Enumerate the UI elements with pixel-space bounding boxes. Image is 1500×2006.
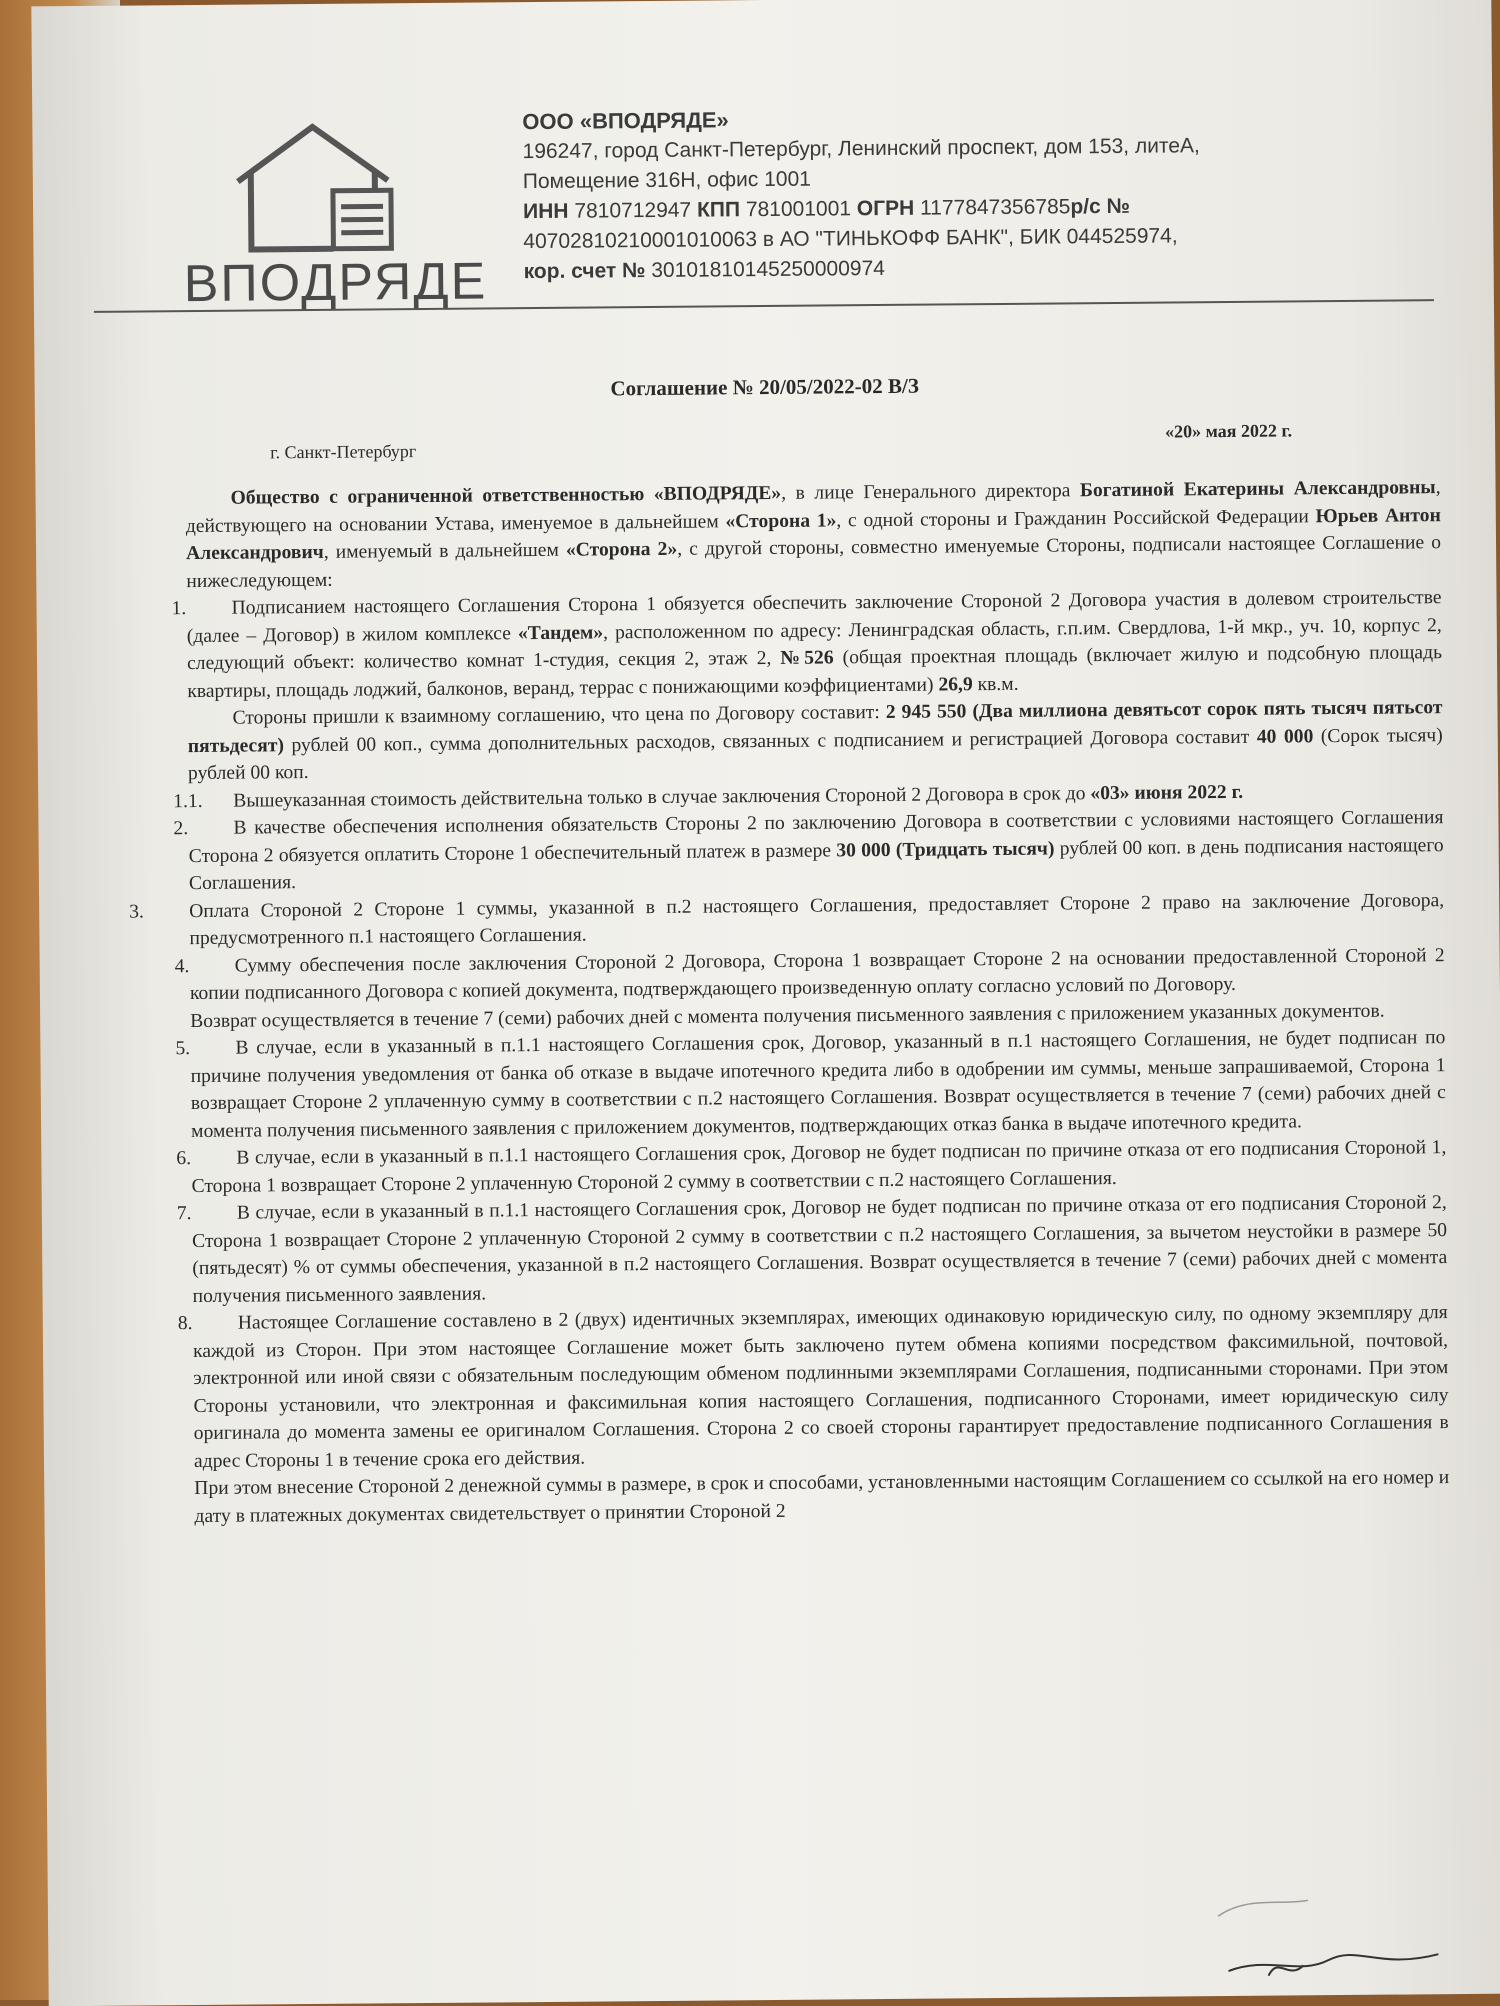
clause-text: кв.м. [973, 673, 1019, 694]
bank-line: 40702810210001010063 в АО "ТИНЬКОФФ БАНК", БИК 044525974, [523, 219, 1423, 257]
deadline-date: «03» июня 2022 г. [1090, 781, 1243, 803]
clause-text: Оплата Стороной 2 Стороне 1 суммы, указанной в п.2 настоящего Соглашения, предоставляет Стороне 2 право на заключение Договора, предусмотренного п.1 настоящего Соглашения. [189, 890, 1444, 949]
company-address-line2: Помещение 316Н, офис 1001 [523, 159, 1423, 197]
clause-text: Возврат осуществляется в течение 7 (семи) рабочих дней с момента получения письменного заявления с приложением указанных документов. [190, 1000, 1385, 1031]
clause-text: рублей 00 коп. в день подписания настоящего Соглашения. [189, 835, 1444, 894]
company-logo [182, 117, 484, 320]
clause-text: Вышеуказанная стоимость действительна только в случае заключения Стороной 2 Договора в срок до [233, 783, 1090, 811]
company-name: ООО «ВПОДРЯДЕ» [522, 99, 1422, 137]
company-address-line1: 196247, город Санкт-Петербург, Ленинский проспект, дом 153, литеА, [522, 129, 1422, 167]
director-name: Богатиной Екатерины Александровны [1080, 477, 1436, 501]
clause-text: В случае, если в указанный в п.1.1 настоящего Соглашения срок, Договор, указанный в п.1 настоящего Соглашения, не будет подписан по причине получения уведомления от банка об отказе в выдаче ипотечного кредита либо в одобрении им суммы, меньше запрашиваемой, Сторона 1 возвращает Стороне 2 уплаченную сумму в соответствии с п.2 настоящего Соглашения. Возврат осуществляется в течение 7 (семи) рабочих дней с момента получения письменного заявления с приложением документов, подтверждающих отказ банка в выдаче ипотечного кредита. [191, 1027, 1446, 1141]
document-title: Соглашение № 20/05/2022-02 В/З [35, 369, 1495, 407]
house-logo-icon [222, 118, 403, 260]
clause-text: При этом внесение Стороной 2 денежной суммы в размере, в срок и способами, установленными настоящим Соглашением со ссылкой на его номер и дату в платежных документах свидетельствует о принятии Стороной 2 [194, 1467, 1449, 1526]
clause-text: В случае, если в указанный в п.1.1 настоящего Соглашения срок, Договор не будет подписан по причине отказа от его подписания Стороной 1, Сторона 1 возвращает Стороне 2 уплаченную Стороной 2 сумму в соответствии с п.2 настоящего Соглашения. [192, 1137, 1447, 1196]
kpp-value: 781001001 [746, 197, 851, 221]
document-date: «20» мая 2022 г. [1165, 420, 1292, 442]
intro-text: , действующего на основании Устава, именуемое в дальнейшем [186, 477, 1441, 536]
intro-text: , именуемый в дальнейшем [324, 540, 566, 563]
inn-value: 7810712947 [574, 199, 691, 223]
ks-label: кор. счет № [524, 259, 646, 283]
clause-number: 4. [130, 953, 180, 981]
document-city: г. Санкт-Петербург [270, 441, 416, 463]
company-details [522, 99, 1424, 287]
clause-number: 1.1. [128, 788, 178, 816]
clause-7 [192, 1189, 1448, 1310]
complex-name: «Тандем» [518, 622, 603, 644]
intro-paragraph [185, 474, 1441, 595]
clause-number: 3. [129, 898, 179, 926]
clause-text: рублей 00 коп., сумма дополнительных расходов, связанных с подписанием и регистрацией Договора составит [284, 726, 1257, 755]
clause-8 [193, 1299, 1449, 1475]
kpp-label: КПП [697, 198, 740, 221]
clause-text: В качестве обеспечения исполнения обязательств Стороны 2 по заключению Договора в соответствии с условиями настоящего Соглашения Сторона 2 обязуется оплатить Стороне 1 обеспечительный платеж в размере [189, 807, 1444, 866]
rs-label: р/с № [1070, 195, 1130, 219]
extra-costs: 40 000 [1257, 726, 1314, 747]
side2-label: «Сторона 2» [566, 539, 677, 561]
clause-number: 6. [131, 1145, 181, 1173]
letterhead [112, 89, 1434, 321]
clause-1-price [187, 694, 1443, 787]
clause-text: В случае, если в указанный в п.1.1 настоящего Соглашения срок, Договор не будет подписан по причине отказа от его подписания Стороной 2, Сторона 1 возвращает Стороне 2 уплаченную Стороной 2 сумму в соответствии с п.2 настоящего Соглашения, за вычетом неустойки в размере 50 (пятьдесят) % от суммы обеспечения, указанной в п.2 настоящего Соглашения. Возврат осуществляется в течение 7 (семи) рабочих дней с момента получения письменного заявления. [192, 1192, 1447, 1306]
clause-text: (общая проектная площадь (включает жилую и подсобную площадь квартиры, площадь лоджий, балконов, веранд, террас с понижающими коэффициентами) [187, 642, 1442, 701]
clause-number: 2. [128, 815, 178, 843]
intro-text: , с одной стороны и Гражданин Российской Федерации [836, 506, 1315, 531]
clause-text: Стороны пришли к взаимному соглашению, что цена по Договору составит: [232, 702, 885, 729]
clause-8-continuation [194, 1464, 1449, 1530]
inn-label: ИНН [523, 200, 569, 223]
apartment-area: 26,9 [938, 674, 972, 695]
clause-number: 7. [132, 1200, 182, 1228]
party2-name: Юрьев Антон Александрович [186, 505, 1441, 564]
clause-text: Настоящее Соглашение составлено в 2 (двух) идентичных экземплярах, имеющих одинаковую юридическую силу, по одному экземпляру для каждой из Сторон. При этом настоящее Соглашение может быть заключено путем обмена копиями посредством факсимильной, почтовой, электронной или иной связи с обязательным последующим обменом подлинными экземплярами Соглашения, подписанными сторонами. При этом Стороны установили, что электронная и факсимильная копия настоящего Соглашения, подписанного Сторонами, имеет юридическую силу оригинала до момента замены ее оригиналом Соглашения. Сторона 2 со своей стороны гарантирует предоставление подписанного Соглашения в адрес Стороны 1 в течение срока его действия. [193, 1302, 1449, 1471]
agreement-body [185, 474, 1449, 1530]
ogrn-value: 1177847356785 [920, 195, 1070, 219]
security-deposit: 30 000 (Тридцать тысяч) [836, 838, 1054, 861]
ogrn-label: ОГРН [857, 197, 915, 221]
clause-text: (Сорок тысяч) рублей 00 коп. [188, 725, 1443, 784]
clause-number: 8. [133, 1310, 183, 1338]
clause-number: 5. [130, 1035, 180, 1063]
clause-1 [186, 584, 1442, 705]
party1-name: Общество с ограниченной ответственностью «ВПОДРЯДЕ» [231, 483, 782, 509]
logo-text: ВПОДРЯДЕ [183, 251, 484, 314]
clause-text: Подписанием настоящего Соглашения Сторона 1 обязуется обеспечить заключение Стороной 2 Договора участия в долевом строительстве (далее – Договор) в жилом комплексе [187, 587, 1442, 646]
clause-5 [190, 1024, 1446, 1145]
clause-number: 1. [126, 595, 176, 623]
side1-label: «Сторона 1» [725, 510, 836, 532]
contract-price: 2 945 550 (Два миллиона девятьсот сорок пять тысяч пятьсот пятьдесят) [188, 697, 1443, 756]
clause-text: , расположенном по адресу: Ленинградская область, г.п.им. Свердлова, 1-й мкр., уч. 10, корпус 2, следующий объект: количество комнат 1-студия, секция 2, этаж 2, [187, 615, 1442, 674]
document-sheet [31, 0, 1500, 2006]
signature-icon [1208, 1874, 1449, 1986]
intro-text: , с другой стороны, совместно именуемые Стороны, подписали настоящее Соглашение о нижеследующем: [186, 532, 1441, 591]
ks-value: 30101810145250000974 [651, 257, 885, 282]
clause-text: Сумму обеспечения после заключения Стороной 2 Договора, Сторона 1 возвращает Стороне 2 на основании предоставленной Стороной 2 копии подписанного Договора с копией документа, подтверждающего произведенную оплату согласно условий по Договору. [190, 945, 1445, 1004]
apartment-number: №526 [780, 647, 833, 668]
correspondent-account [524, 249, 1424, 287]
intro-text: , в лице Генерального директора [781, 480, 1080, 504]
clause-2 [188, 804, 1444, 897]
